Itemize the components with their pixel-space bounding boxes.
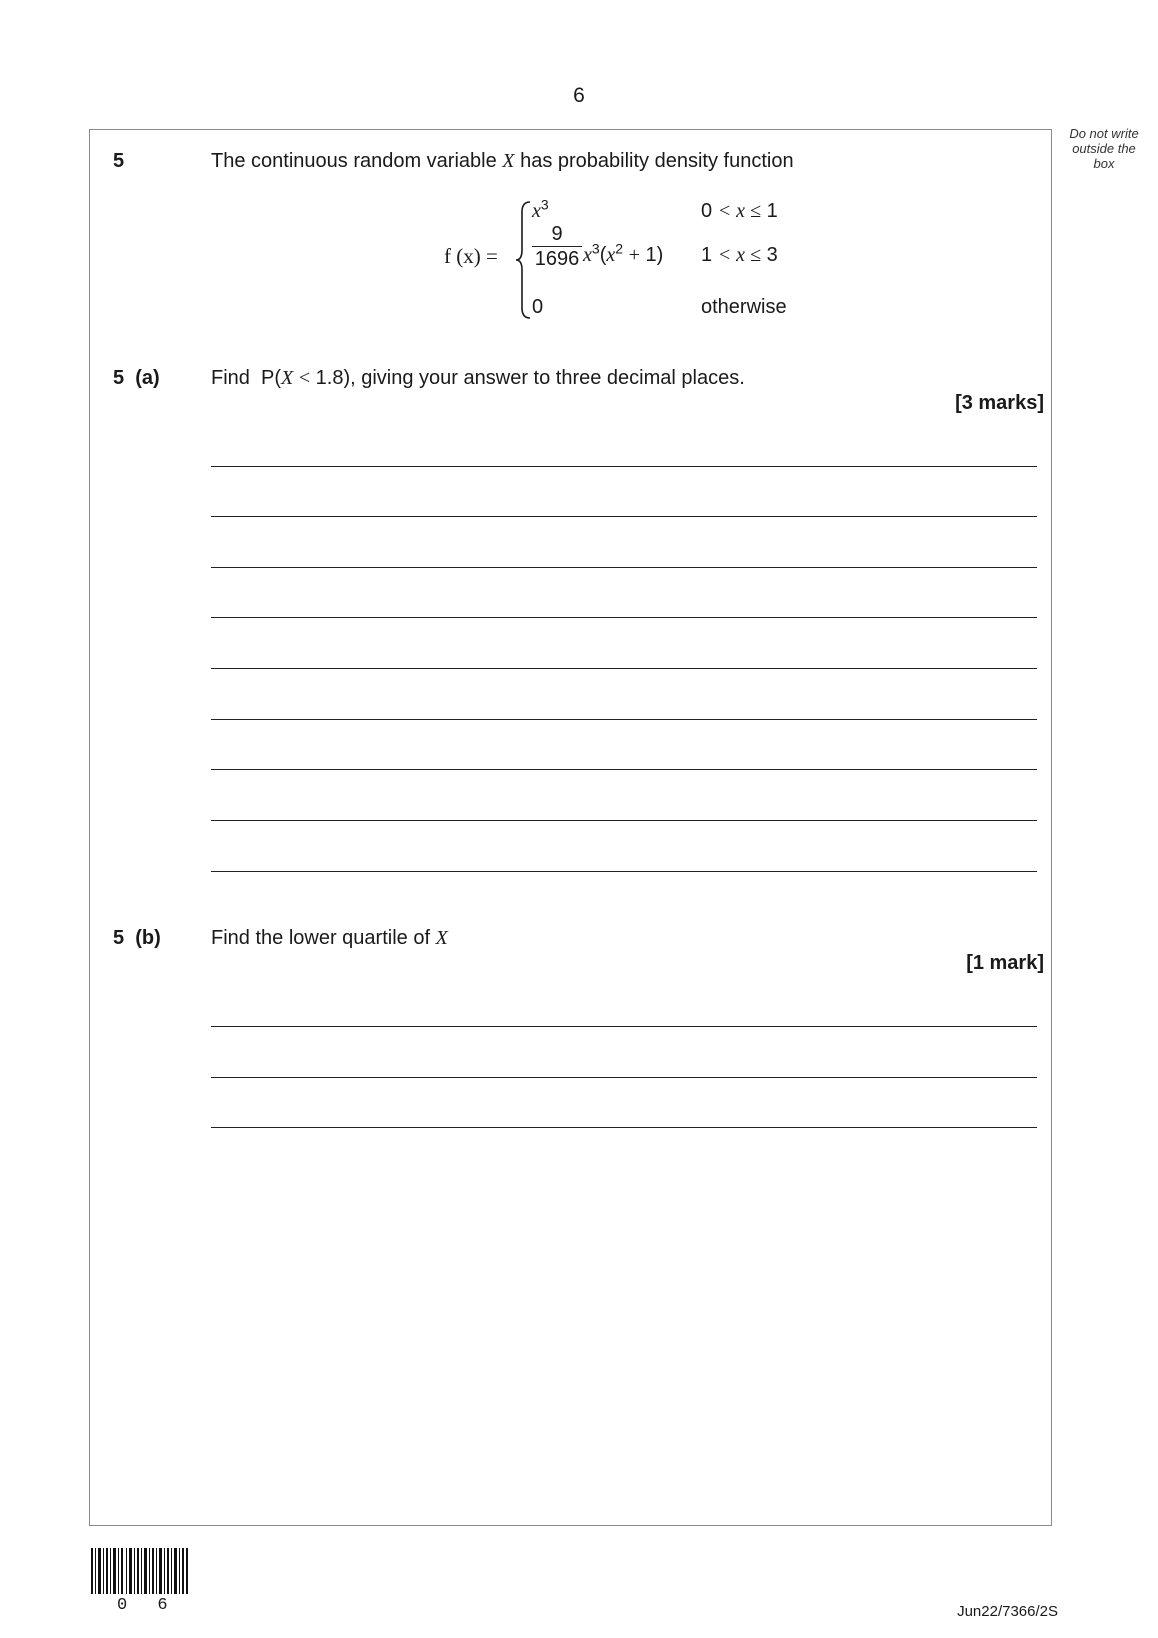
intro-variable: X [502, 150, 515, 172]
case3-condition: otherwise [701, 296, 787, 318]
case1-condition: 0 < x ≤ 1 [701, 200, 778, 222]
answer-line[interactable] [211, 1077, 1037, 1078]
footer-code: Jun22/7366/2S [957, 1603, 1058, 1620]
case1-expression: $x^3$ [532, 196, 549, 222]
formula-lhs: f (x) = [444, 244, 498, 268]
formula-brace [514, 200, 534, 320]
case2-expression: $x^3(x^2 + 1)$ [583, 240, 664, 266]
part-a-number: 5 (a) [113, 367, 160, 389]
answer-line[interactable] [211, 668, 1037, 669]
part-b-marks: [1 mark] [966, 952, 1044, 974]
answer-line[interactable] [211, 769, 1037, 770]
barcode [89, 1548, 189, 1594]
part-b-question: Find the lower quartile of X [211, 927, 448, 949]
answer-line[interactable] [211, 567, 1037, 568]
page-number: 6 [573, 84, 585, 107]
case2-condition: 1 < x ≤ 3 [701, 244, 778, 266]
answer-line[interactable] [211, 516, 1037, 517]
answer-box-border [89, 129, 1052, 1526]
part-a-question: Find P(X < 1.8), giving your answer to three decimal places. [211, 367, 745, 389]
question-number: 5 [113, 150, 125, 172]
part-a-marks: [3 marks] [955, 392, 1044, 414]
answer-line[interactable] [211, 1127, 1037, 1128]
answer-line[interactable] [211, 1026, 1037, 1027]
pdf-formula [440, 196, 840, 324]
case2-fraction: 9 1696 [532, 222, 582, 271]
answer-line[interactable] [211, 820, 1037, 821]
answer-line[interactable] [211, 617, 1037, 618]
case3-expression: 0 [532, 296, 544, 318]
margin-note: Do not write outside the box [1069, 126, 1139, 171]
answer-line[interactable] [211, 719, 1037, 720]
answer-line[interactable] [211, 466, 1037, 467]
intro-after: has probability density function [520, 150, 794, 172]
question-intro [211, 150, 794, 173]
barcode-number: 0 6 [117, 1596, 178, 1615]
answer-line[interactable] [211, 871, 1037, 872]
part-b-number: 5 (b) [113, 927, 161, 949]
intro-before: The continuous random variable [211, 150, 497, 172]
